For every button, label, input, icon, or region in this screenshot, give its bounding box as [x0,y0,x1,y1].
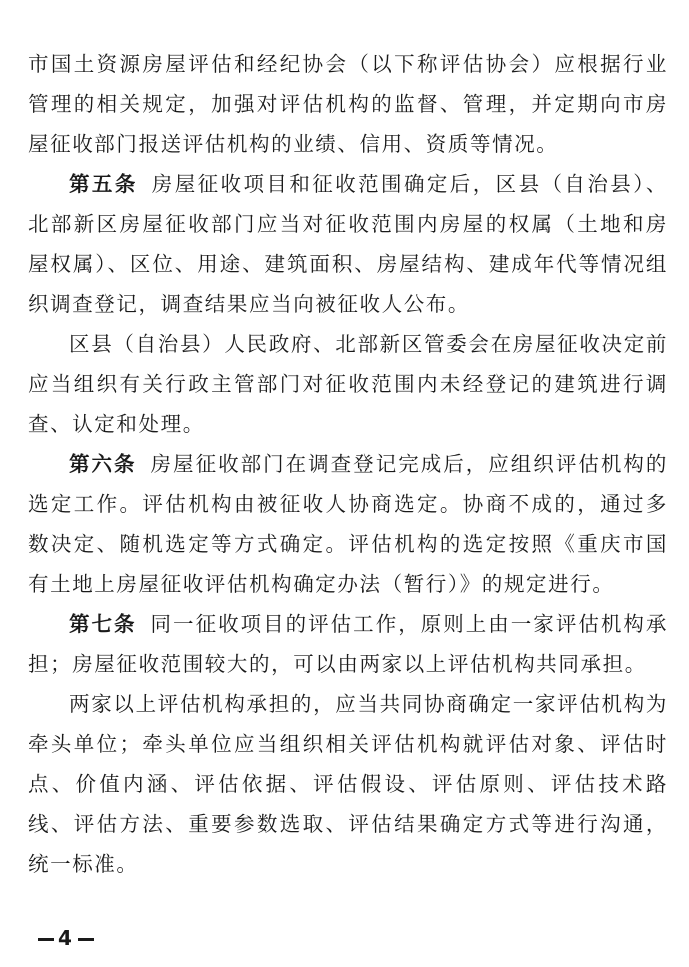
page-number-value: 4 [58,926,74,950]
article-heading: 第六条 [69,452,137,476]
paragraph-text: 区县（自治县）人民政府、北部新区管委会在房屋征收决定前应当组织有关行政主管部门对征收范围内未经登记的建筑进行调查、认定和处理。 [28,332,668,436]
article-7-paragraph [28,604,668,684]
article-5-paragraph [28,164,668,324]
paragraph-text: 房屋征收部门在调查登记完成后，应组织评估机构的选定工作。评估机构由被征收人协商选定。协商不成的，通过多数决定、随机选定等方式确定。评估机构的选定按照《重庆市国有土地上房屋征收评估机构确定办法（暂行）》的规定进行。 [28,452,668,596]
document-body [28,44,668,884]
paragraph [28,684,668,884]
dash-right [78,938,94,941]
article-heading: 第七条 [69,612,137,636]
article-heading: 第五条 [69,172,138,196]
paragraph [28,324,668,444]
paragraph-text: 两家以上评估机构承担的，应当共同协商确定一家评估机构为牵头单位；牵头单位应当组织相关评估机构就评估对象、评估时点、价值内涵、评估依据、评估假设、评估原则、评估技术路线、评估方法、重要参数选取、评估结果确定方式等进行沟通，统一标准。 [28,692,668,876]
paragraph-text: 市国土资源房屋评估和经纪协会（以下称评估协会）应根据行业管理的相关规定，加强对评估机构的监督、管理，并定期向市房屋征收部门报送评估机构的业绩、信用、资质等情况。 [28,52,668,156]
paragraph-text: 房屋征收项目和征收范围确定后，区县（自治县）、北部新区房屋征收部门应当对征收范围内房屋的权属（土地和房屋权属）、区位、用途、建筑面积、房屋结构、建成年代等情况组织调查登记，调查结果应当向被征收人公布。 [28,172,668,316]
dash-left [38,938,54,941]
paragraph-text: 同一征收项目的评估工作，原则上由一家评估机构承担；房屋征收范围较大的，可以由两家以上评估机构共同承担。 [28,612,668,676]
article-6-paragraph [28,444,668,604]
page-number [34,926,98,950]
paragraph-continuation [28,44,668,164]
